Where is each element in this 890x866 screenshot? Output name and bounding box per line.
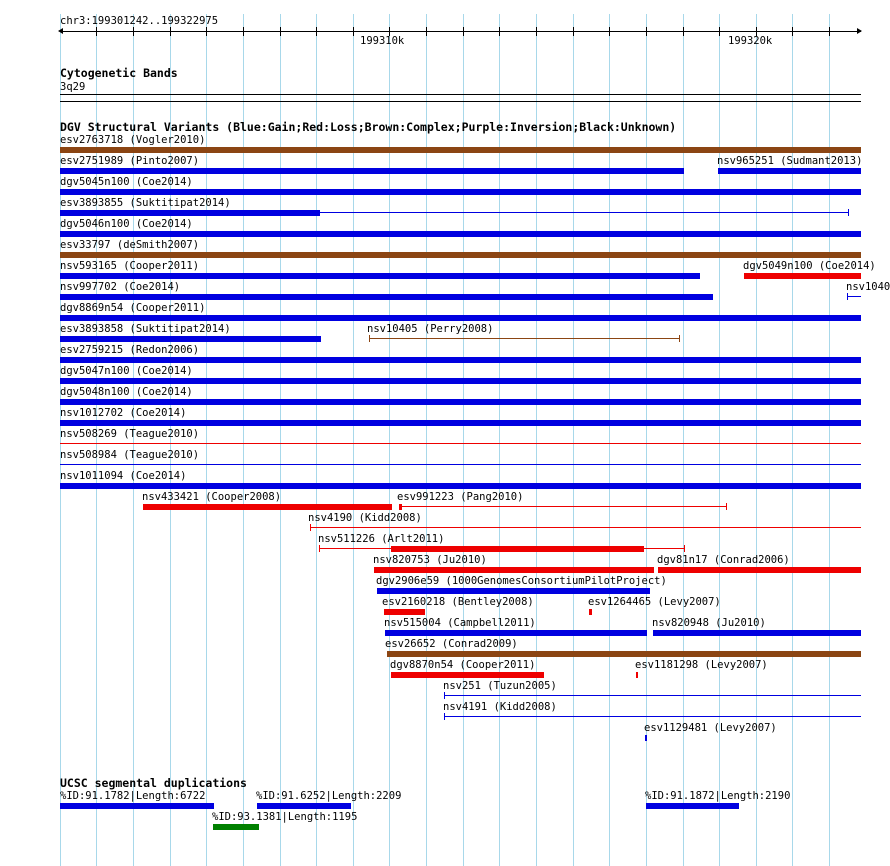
ruler-tick [353,27,354,36]
variant-feature-cap [369,335,370,342]
feature-label[interactable]: dgv8870n54 (Cooper2011) [390,659,536,671]
ruler-tick [646,27,647,36]
ruler-tick [133,27,134,36]
ruler-tick [829,27,830,36]
feature-label[interactable]: nsv515004 (Campbell2011) [384,617,536,629]
variant-feature[interactable] [60,168,684,174]
variant-feature-line[interactable] [60,443,861,444]
grid-line [426,14,427,866]
variant-feature[interactable] [60,147,861,153]
feature-label[interactable]: dgv5048n100 (Coe2014) [60,386,193,398]
feature-label[interactable]: nsv1011094 (Coe2014) [60,470,187,482]
variant-feature[interactable] [399,504,402,510]
variant-feature[interactable] [374,567,654,573]
feature-label[interactable]: nsv508984 (Teague2010) [60,449,200,461]
variant-feature[interactable] [60,336,321,342]
feature-label[interactable]: nsv820753 (Ju2010) [373,554,487,566]
grid-line [499,14,500,866]
variant-feature[interactable] [60,378,861,384]
variant-feature[interactable] [60,399,861,405]
feature-label[interactable]: dgv5049n100 (Coe2014) [743,260,876,272]
variant-feature[interactable] [60,483,861,489]
feature-label[interactable]: nsv4191 (Kidd2008) [443,701,557,713]
ruler-tick [536,27,537,36]
feature-label[interactable]: nsv997702 (Coe2014) [60,281,181,293]
cytoband-label[interactable]: 3q29 [60,81,86,93]
feature-label[interactable]: esv991223 (Pang2010) [397,491,524,503]
ruler-tick [426,27,427,36]
feature-label[interactable]: esv3893858 (Suktitipat2014) [60,323,231,335]
variant-feature[interactable] [391,546,644,552]
variant-feature[interactable] [60,357,861,363]
variant-feature-line[interactable] [847,296,861,297]
variant-feature[interactable] [385,630,647,636]
grid-line [389,14,390,866]
ruler-tick [719,27,720,36]
dgv-track-title[interactable]: DGV Structural Variants (Blue:Gain;Red:Loss;Brown:Complex;Purple:Inversion;Black:Unknown) [60,120,677,134]
variant-feature-line[interactable] [60,464,861,465]
feature-label[interactable]: nsv1040 [846,281,890,293]
variant-feature[interactable] [377,588,650,594]
feature-label[interactable]: nsv965251 (Sudmant2013) [717,155,863,167]
variant-feature-cap [726,503,727,510]
grid-line [206,14,207,866]
feature-label[interactable]: %ID:91.1872|Length:2190 [645,790,791,802]
variant-feature[interactable] [60,210,320,216]
grid-line [243,14,244,866]
feature-label[interactable]: nsv511226 (Arlt2011) [318,533,445,545]
grid-line [316,14,317,866]
variant-feature[interactable] [384,609,425,615]
grid-line [683,14,684,866]
segdup-track-title[interactable]: UCSC segmental duplications [60,776,247,790]
ruler-tick [280,27,281,36]
variant-feature[interactable] [387,651,861,657]
variant-feature-cap [679,335,680,342]
feature-label[interactable]: esv2759215 (Redon2006) [60,344,200,356]
variant-feature-line[interactable] [444,695,861,696]
feature-label[interactable]: esv2160218 (Bentley2008) [382,596,534,608]
feature-label[interactable]: dgv5045n100 (Coe2014) [60,176,193,188]
grid-line [353,14,354,866]
variant-feature[interactable] [744,273,861,279]
feature-label[interactable]: %ID:91.6252|Length:2209 [256,790,402,802]
feature-label[interactable]: esv2763718 (Vogler2010) [60,134,206,146]
ruler-tick [792,27,793,36]
grid-line [719,14,720,866]
variant-feature[interactable] [60,252,861,258]
segdup-feature[interactable] [60,803,214,809]
feature-label[interactable]: esv2751989 (Pinto2007) [60,155,200,167]
ruler-tick [683,27,684,36]
feature-label[interactable]: esv1264465 (Levy2007) [588,596,721,608]
variant-feature[interactable] [589,609,592,615]
variant-feature[interactable] [636,672,638,678]
feature-label[interactable]: nsv433421 (Cooper2008) [142,491,282,503]
variant-feature[interactable] [143,504,392,510]
feature-label[interactable]: nsv593165 (Cooper2011) [60,260,200,272]
ruler-region-label: chr3:199301242..199322975 [60,15,219,27]
ruler-tick [573,27,574,36]
variant-feature[interactable] [391,672,544,678]
ruler-tick [499,27,500,36]
ruler-tick [96,27,97,36]
grid-line [536,14,537,866]
grid-line [756,14,757,866]
variant-feature[interactable] [60,294,713,300]
grid-line [463,14,464,866]
ruler-tick-label: 199310k [360,35,405,47]
feature-label[interactable]: nsv251 (Tuzun2005) [443,680,557,692]
grid-line [829,14,830,866]
feature-label[interactable]: dgv81n17 (Conrad2006) [657,554,790,566]
variant-feature[interactable] [60,189,861,195]
ruler-tick [243,27,244,36]
ruler-right-arrow-icon [857,28,862,34]
cytoband-border-bottom [60,101,861,102]
cytoband-track-title[interactable]: Cytogenetic Bands [60,66,178,80]
feature-label[interactable]: esv1181298 (Levy2007) [635,659,768,671]
feature-label[interactable]: nsv1012702 (Coe2014) [60,407,187,419]
feature-label[interactable]: esv26652 (Conrad2009) [385,638,518,650]
grid-line [280,14,281,866]
variant-feature-line[interactable] [399,506,726,507]
variant-feature-line[interactable] [444,716,861,717]
ruler-tick-label: 199320k [728,35,773,47]
variant-feature-cap [848,209,849,216]
grid-line [792,14,793,866]
ruler-left-arrow-icon [58,28,63,34]
variant-feature[interactable] [60,420,861,426]
feature-label[interactable]: esv33797 (deSmith2007) [60,239,200,251]
feature-label[interactable]: %ID:91.1782|Length:6722 [60,790,206,802]
variant-feature[interactable] [60,315,861,321]
variant-feature-cap [684,545,685,552]
ruler-tick [316,27,317,36]
variant-feature-line[interactable] [310,527,861,528]
segdup-feature[interactable] [257,803,351,809]
ruler-tick [170,27,171,36]
cytoband-border-top [60,94,861,95]
grid-line [573,14,574,866]
feature-label[interactable]: dgv5046n100 (Coe2014) [60,218,193,230]
ruler-tick [206,27,207,36]
feature-label[interactable]: %ID:93.1381|Length:1195 [212,811,358,823]
feature-label[interactable]: dgv2906e59 (1000GenomesConsortiumPilotProject) [376,575,667,587]
feature-label[interactable]: esv1129481 (Levy2007) [644,722,777,734]
feature-label[interactable]: nsv10405 (Perry2008) [367,323,494,335]
segdup-feature[interactable] [646,803,739,809]
feature-label[interactable]: esv3893855 (Suktitipat2014) [60,197,231,209]
feature-label[interactable]: nsv508269 (Teague2010) [60,428,200,440]
ruler-tick [609,27,610,36]
segdup-feature[interactable] [213,824,259,830]
variant-feature[interactable] [645,735,647,741]
variant-feature-line[interactable] [369,338,679,339]
grid-line [609,14,610,866]
ruler-axis [60,31,861,32]
variant-feature[interactable] [658,567,861,573]
feature-label[interactable]: nsv820948 (Ju2010) [652,617,766,629]
variant-feature[interactable] [653,630,861,636]
feature-label[interactable]: dgv8869n54 (Cooper2011) [60,302,206,314]
feature-label[interactable]: nsv4190 (Kidd2008) [308,512,422,524]
variant-feature-line[interactable] [320,212,849,213]
feature-label[interactable]: dgv5047n100 (Coe2014) [60,365,193,377]
variant-feature[interactable] [60,231,861,237]
variant-feature[interactable] [718,168,861,174]
variant-feature[interactable] [60,273,700,279]
ruler-tick [463,27,464,36]
